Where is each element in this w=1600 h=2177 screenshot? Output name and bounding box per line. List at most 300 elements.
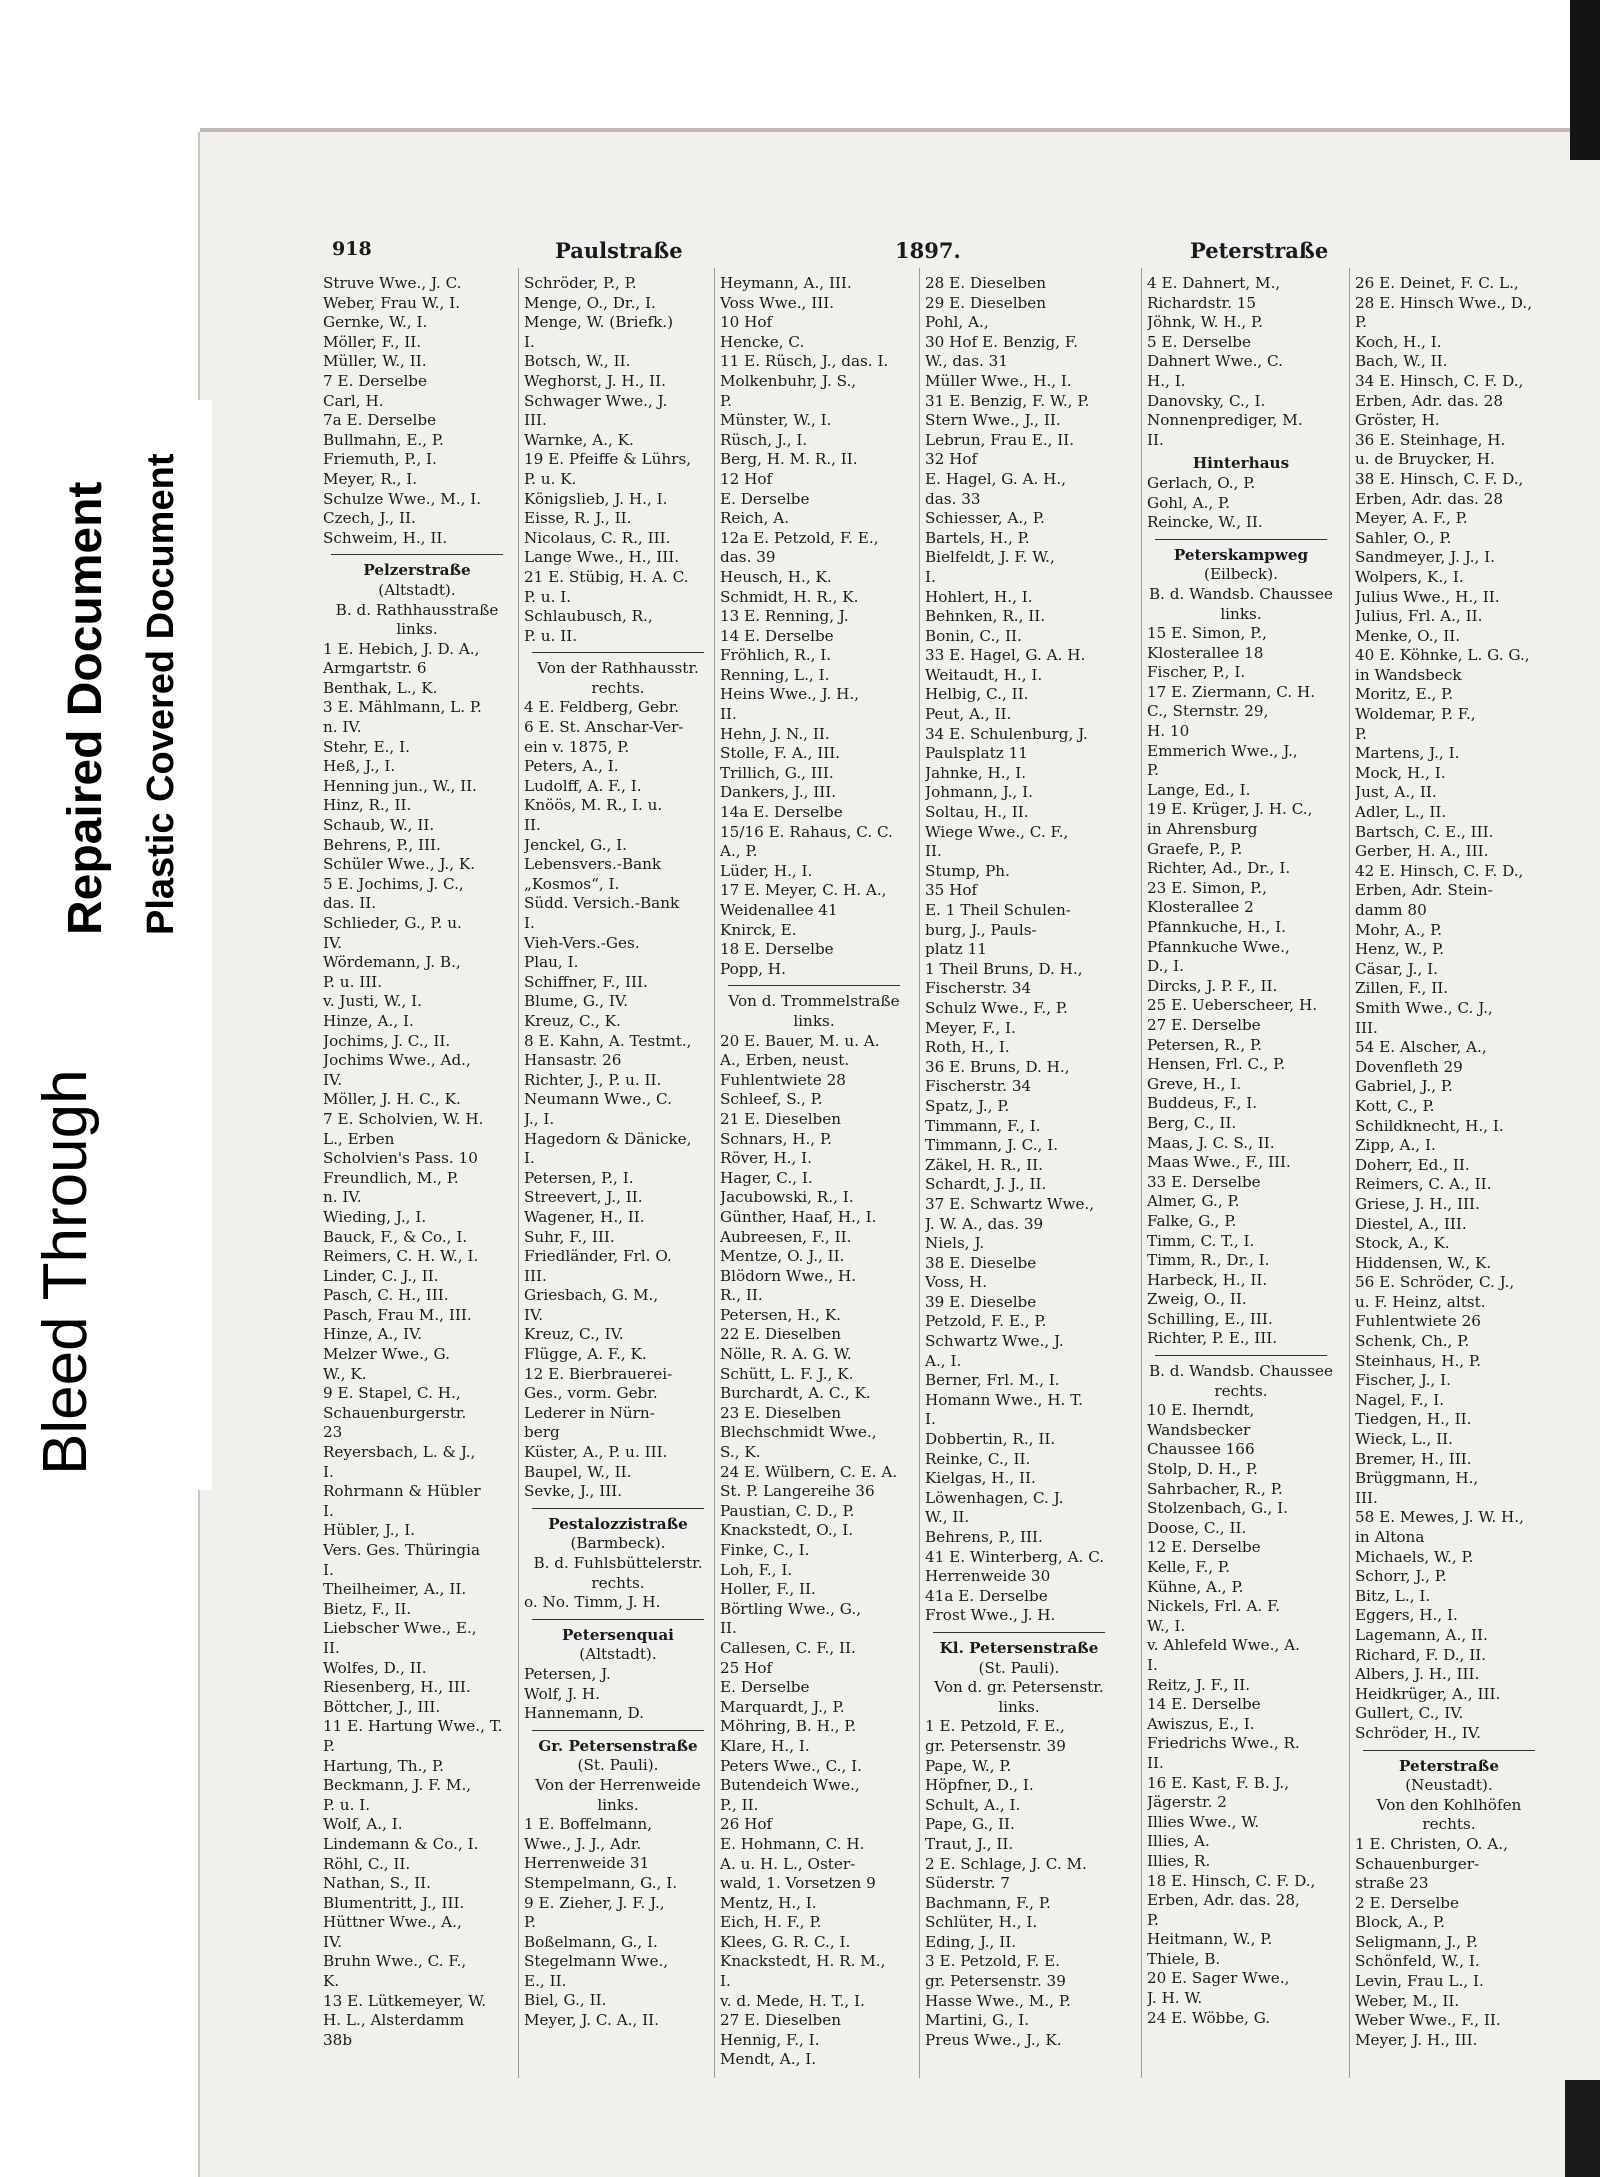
directory-entry: in Altona [1355, 1528, 1425, 1546]
directory-entry: Stolp, D. H., P. [1147, 1460, 1258, 1479]
directory-entry: Reinke, C., II. [925, 1449, 1031, 1468]
directory-entry: 33 E. Derselbe [1147, 1172, 1261, 1191]
directory-entry: Almer, G., P. [1147, 1192, 1240, 1211]
directory-entry: Michaels, W., P. [1355, 1547, 1474, 1566]
directory-entry: Hensen, Frl. C., P. [1147, 1055, 1286, 1074]
directory-entry: Hinze, A., IV. [323, 1325, 423, 1344]
directory-entry: Dahnert Wwe., C. [1147, 352, 1283, 371]
directory-entry: Knöös, M. R., I. u. [524, 796, 663, 815]
directory-entry: Zweig, O., II. [1147, 1290, 1247, 1309]
directory-entry: Müller, W., II. [323, 352, 427, 371]
directory-entry: R., II. [720, 1286, 763, 1305]
column-divider [518, 268, 519, 2078]
directory-entry: 15 E. Simon, P., [1147, 624, 1267, 643]
directory-entry: Friedländer, Frl. O. [524, 1247, 672, 1266]
section-rule [1363, 1750, 1535, 1751]
directory-entry: P. u. I. [323, 1795, 371, 1814]
directory-entry: Hiddensen, W., K. [1355, 1253, 1492, 1272]
directory-entry: Schiffner, F., III. [524, 972, 648, 991]
section-rule [728, 985, 900, 986]
directory-entry: J., I. [524, 1109, 555, 1128]
directory-entry: Timmann, F., I. [925, 1116, 1041, 1135]
directory-entry: Menge, W. (Briefk.) [524, 313, 674, 332]
directory-entry: Menke, O., II. [1355, 626, 1461, 645]
directory-entry: Reyersbach, L. & J., [323, 1443, 476, 1462]
directory-entry: Neumann Wwe., C. [524, 1090, 672, 1109]
directory-entry: Kott, C., P. [1355, 1096, 1435, 1115]
directory-entry: Callesen, C. F., II. [720, 1638, 856, 1657]
directory-entry: Smith Wwe., C. J., [1355, 998, 1493, 1017]
directory-entry: Börtling Wwe., G., [720, 1599, 862, 1618]
directory-entry: Helbig, C., II. [925, 685, 1029, 704]
directory-entry: Petersen, R., P. [1147, 1035, 1262, 1054]
directory-entry: Illies, A. [1147, 1832, 1210, 1851]
directory-entry: Petersen, P., I. [524, 1168, 634, 1187]
directory-entry: Blechschmidt Wwe., [720, 1423, 877, 1442]
directory-entry: Biel, G., II. [524, 1991, 607, 2010]
directory-entry: Freundlich, M., P. [323, 1168, 459, 1187]
directory-entry: Gerber, H. A., III. [1355, 842, 1489, 861]
directory-entry: Ludolff, A. F., I. [524, 776, 642, 795]
directory-entry: 23 E. Simon, P., [1147, 878, 1267, 897]
directory-entry: A., P. [720, 842, 758, 861]
directory-entry: 26 Hof [720, 1815, 773, 1834]
directory-entry: Berg, C., II. [1147, 1113, 1237, 1132]
directory-entry: Rohrmann & Hübler [323, 1482, 481, 1501]
street-heading: Peterskampweg [1173, 545, 1309, 564]
directory-entry: Kielgas, H., II. [925, 1469, 1036, 1488]
directory-entry: Wagener, H., II. [524, 1207, 645, 1226]
directory-entry: Klosterallee 18 [1147, 643, 1264, 662]
directory-entry: Jenckel, G., I. [524, 835, 627, 854]
directory-entry: Stock, A., K. [1355, 1234, 1450, 1253]
directory-entry: 17 E. Ziermann, C. H. [1147, 682, 1316, 701]
directory-entry: Holler, F., II. [720, 1580, 816, 1599]
directory-entry: C., Sternstr. 29, [1147, 702, 1269, 721]
directory-entry: A., Erben, neust. [720, 1051, 850, 1070]
directory-entry: 1 Theil Bruns, D. H., [925, 959, 1083, 978]
directory-entry: Bullmahn, E., P. [323, 430, 444, 449]
directory-entry: I. [524, 332, 535, 351]
directory-entry: Block, A., P. [1355, 1913, 1445, 1932]
directory-entry: Bremer, H., III. [1355, 1449, 1472, 1468]
directory-entry: I. [323, 1501, 334, 1520]
directory-entry: Kreuz, C., IV. [524, 1325, 624, 1344]
directory-entry: Johmann, J., I. [925, 783, 1033, 802]
directory-entry: Meyer, J. H., III. [1355, 2030, 1478, 2049]
directory-entry: 38 E. Hinsch, C. F. D., [1355, 469, 1524, 488]
directory-entry: Schwartz Wwe., J. [925, 1332, 1064, 1351]
directory-entry: Julius Wwe., H., II. [1355, 587, 1500, 606]
directory-entry: Wolpers, K., I. [1355, 567, 1464, 586]
directory-entry: 22 E. Dieselben [720, 1325, 842, 1344]
directory-entry: P. [1147, 1910, 1159, 1929]
directory-entry: I. [323, 1560, 334, 1579]
directory-column-6 [1355, 274, 1543, 2050]
section-subheading: (Eilbeck). [1204, 565, 1278, 584]
directory-entry: Röhl, C., II. [323, 1854, 411, 1873]
directory-entry: Stegelmann Wwe., [524, 1952, 669, 1971]
directory-entry: berg [524, 1423, 560, 1442]
directory-entry: Streevert, J., II. [524, 1188, 643, 1207]
directory-entry: I. [524, 1149, 535, 1168]
directory-entry: Bietz, F., II. [323, 1599, 412, 1618]
directory-entry: 4 E. Feldberg, Gebr. [524, 698, 680, 717]
directory-entry: Schildknecht, H., I. [1355, 1116, 1504, 1135]
directory-entry: Bielfeldt, J. F. W., [925, 548, 1055, 567]
directory-entry: Jacubowski, R., I. [720, 1188, 854, 1207]
directory-entry: Stern Wwe., J., II. [925, 411, 1061, 430]
directory-entry: Botsch, W., II. [524, 352, 631, 371]
directory-entry: Pasch, Frau M., III. [323, 1305, 472, 1324]
directory-entry: Suhr, F., III. [524, 1227, 615, 1246]
section-subheading: rechts. [1422, 1815, 1476, 1834]
directory-entry: u. de Bruycker, H. [1355, 450, 1495, 469]
directory-entry: Behrens, P., III. [323, 835, 441, 854]
directory-entry: 32 Hof [925, 450, 978, 469]
directory-entry: Maas Wwe., F., III. [1147, 1153, 1291, 1172]
directory-entry: 29 E. Dieselben [925, 293, 1047, 312]
directory-entry: Chaussee 166 [1147, 1440, 1255, 1459]
directory-entry: Kreuz, C., K. [524, 1011, 621, 1030]
directory-entry: Münster, W., I. [720, 411, 832, 430]
directory-entry: 13 E. Lütkemeyer, W. [323, 1991, 487, 2010]
section-subheading: Von d. gr. Petersenstr. [934, 1678, 1104, 1697]
directory-entry: Schorr, J., P. [1355, 1567, 1447, 1586]
directory-entry: P. u. III. [323, 972, 383, 991]
directory-entry: Weber, Frau W., I. [323, 293, 461, 312]
directory-entry: 16 E. Kast, F. B. J., [1147, 1773, 1290, 1792]
directory-entry: Weidenallee 41 [720, 901, 838, 919]
directory-entry: 27 E. Derselbe [1147, 1015, 1261, 1034]
section-rule [331, 554, 503, 555]
directory-entry: I. [720, 1972, 731, 1991]
directory-entry: Schröder, H., IV. [1355, 1723, 1481, 1742]
directory-entry: Preus Wwe., J., K. [925, 2030, 1062, 2049]
directory-entry: Bonin, C., II. [925, 626, 1022, 645]
directory-entry: Woldemar, P. F., [1355, 705, 1476, 724]
directory-entry: Wolf, A., I. [323, 1815, 403, 1834]
directory-entry: Hehn, J. N., II. [720, 724, 830, 743]
directory-entry: Lüder, H., I. [720, 861, 813, 880]
directory-entry: Melzer Wwe., G. [323, 1345, 450, 1364]
directory-entry: Schult, A., I. [925, 1795, 1021, 1814]
directory-entry: 1 E. Christen, O. A., [1355, 1834, 1508, 1853]
directory-entry: Pape, G., II. [925, 1815, 1015, 1834]
directory-entry: Bauck, F., & Co., I. [323, 1227, 468, 1246]
directory-entry: v. Ahlefeld Wwe., A. [1147, 1636, 1300, 1655]
scan-dark-corner-top [1570, 0, 1600, 160]
directory-entry: 28 E. Dieselben [925, 274, 1047, 292]
directory-entry: H., I. [1147, 371, 1186, 390]
directory-entry: Lange Wwe., H., III. [524, 548, 680, 567]
directory-entry: P., II. [720, 1795, 759, 1814]
directory-entry: Reimers, C. H. W., I. [323, 1247, 479, 1266]
directory-entry: Greve, H., I. [1147, 1074, 1242, 1093]
directory-entry: u. F. Heinz, altst. [1355, 1292, 1486, 1311]
directory-entry: Martens, J., I. [1355, 744, 1460, 763]
directory-entry: Thiele, B. [1147, 1949, 1221, 1968]
directory-entry: W., II. [925, 1508, 970, 1527]
directory-entry: Doose, C., II. [1147, 1518, 1247, 1537]
directory-entry: Schauenburgerstr. [323, 1403, 467, 1422]
directory-entry: Weitaudt, H., I. [925, 665, 1043, 684]
directory-entry: 21 E. Stübig, H. A. C. [524, 567, 689, 586]
directory-entry: III. [1355, 1018, 1378, 1037]
directory-entry: Adler, L., II. [1355, 803, 1447, 822]
directory-entry: Timmann, J. C., I. [925, 1136, 1059, 1155]
directory-entry: Schüler Wwe., J., K. [323, 855, 476, 874]
directory-entry: Peut, A., II. [925, 705, 1012, 724]
directory-entry: damm 80 [1355, 901, 1427, 919]
directory-entry: Plau, I. [524, 953, 579, 972]
directory-entry: Ges., vorm. Gebr. [524, 1384, 658, 1403]
directory-entry: das. II. [323, 894, 377, 913]
directory-entry: burg, J., Pauls- [925, 920, 1037, 939]
directory-entry: Schilling, E., III. [1147, 1309, 1273, 1328]
section-subheading: (Barmbeck). [570, 1534, 666, 1553]
directory-entry: 14a E. Derselbe [720, 803, 843, 822]
section-subheading: links. [396, 620, 438, 639]
directory-entry: Jöhnk, W. H., P. [1147, 313, 1263, 332]
directory-entry: Schönfeld, W., I. [1355, 1952, 1480, 1971]
directory-entry: II. [1147, 1753, 1164, 1772]
directory-entry: P. u. I. [524, 587, 572, 606]
directory-entry: K. [323, 1972, 340, 1991]
directory-entry: Behrens, P., III. [925, 1528, 1043, 1546]
directory-entry: Richard, F. D., II. [1355, 1645, 1487, 1664]
directory-entry: Pohl, A., [925, 313, 989, 332]
directory-column-1 [323, 274, 511, 2050]
directory-entry: Burchardt, A. C., K. [720, 1384, 871, 1403]
directory-entry: Pfannkuche Wwe., [1147, 937, 1290, 956]
directory-entry: Röver, H., I. [720, 1149, 812, 1168]
directory-entry: Weghorst, J. H., II. [524, 371, 666, 390]
directory-entry: II. [925, 842, 942, 861]
directory-entry: Schweim, H., II. [323, 528, 448, 547]
directory-entry: Paustian, C. D., P. [720, 1501, 855, 1520]
directory-entry: Brüggmann, H., [1355, 1469, 1479, 1488]
directory-entry: Roth, H., I. [925, 1038, 1010, 1057]
directory-column-3 [720, 274, 908, 2070]
directory-entry: Jochims Wwe., Ad., [323, 1051, 471, 1070]
running-head-right: Peterstraße [1190, 238, 1329, 263]
directory-entry: Spatz, J., P. [925, 1096, 1010, 1115]
directory-entry: Fröhlich, R., I. [720, 646, 832, 665]
section-subheading: B. d. Fuhlsbüttelerstr. [533, 1554, 703, 1572]
directory-entry: Fischerstr. 34 [925, 1077, 1032, 1096]
directory-entry: 11 E. Rüsch, J., das. I. [720, 352, 889, 371]
directory-entry: 38b [323, 2030, 353, 2049]
directory-entry: Mohr, A., P. [1355, 920, 1443, 939]
directory-entry: 12a E. Petzold, F. E., [720, 528, 879, 547]
directory-entry: Hinze, A., I. [323, 1011, 414, 1030]
directory-entry: Schulze Wwe., M., I. [323, 489, 482, 508]
section-subheading: B. d. Rathhausstraße [335, 600, 499, 619]
directory-entry: 24 E. Wülbern, C. E. A. [720, 1462, 898, 1481]
directory-entry: Reimers, C. A., II. [1355, 1175, 1492, 1194]
directory-entry: Meyer, R., I. [323, 469, 418, 488]
column-divider [919, 268, 920, 2078]
directory-entry: 9 E. Stapel, C. H., [323, 1384, 461, 1403]
directory-entry: 34 E. Schulenburg, J. [925, 724, 1088, 743]
column-divider [714, 268, 715, 2078]
directory-entry: Sevke, J., III. [524, 1482, 623, 1501]
directory-entry: Gullert, C., IV. [1355, 1704, 1464, 1723]
directory-entry: Menge, O., Dr., I. [524, 293, 656, 312]
directory-entry: S., K. [720, 1443, 761, 1462]
directory-entry: P. u. II. [524, 626, 578, 645]
directory-entry: Sahrbacher, R., P. [1147, 1479, 1283, 1498]
directory-entry: Behnken, R., II. [925, 607, 1046, 626]
directory-entry: Stempelmann, G., I. [524, 1873, 678, 1892]
directory-entry: Niels, J. [925, 1234, 985, 1253]
directory-entry: I. [925, 567, 936, 586]
directory-entry: Timm, R., Dr., I. [1147, 1251, 1270, 1270]
directory-entry: P. [524, 1913, 536, 1932]
directory-entry: Schenk, Ch., P. [1355, 1332, 1470, 1351]
directory-entry: 36 E. Steinhage, H. [1355, 430, 1506, 449]
directory-entry: Wieck, L., II. [1355, 1430, 1453, 1449]
street-heading: Petersenquai [562, 1625, 674, 1644]
directory-entry: Schmidt, H. R., K. [720, 587, 859, 606]
directory-entry: Eisse, R. J., II. [524, 509, 632, 528]
directory-entry: 1 E. Hebich, J. D. A., [323, 639, 480, 658]
directory-entry: Fischer, J., I. [1355, 1371, 1451, 1390]
directory-entry: 14 E. Derselbe [1147, 1695, 1261, 1714]
directory-entry: Sandmeyer, J. J., I. [1355, 548, 1495, 567]
directory-entry: Nathan, S., II. [323, 1874, 431, 1893]
directory-entry: Moritz, E., P. [1355, 685, 1454, 704]
directory-entry: 34 E. Hinsch, C. F. D., [1355, 371, 1524, 390]
directory-entry: Bartels, H., P. [925, 528, 1030, 547]
directory-entry: I. [1147, 1655, 1158, 1674]
directory-entry: Stolzenbach, G., I. [1147, 1499, 1288, 1518]
directory-entry: Richter, P. E., III. [1147, 1329, 1278, 1348]
directory-entry: Heins Wwe., J. H., [720, 685, 860, 704]
directory-entry: 18 E. Hinsch, C. F. D., [1147, 1871, 1316, 1890]
directory-entry: Armgartstr. 6 [323, 659, 427, 678]
directory-entry: Wiege Wwe., C. F., [925, 822, 1069, 841]
directory-entry: Traut, J., II. [925, 1834, 1014, 1853]
directory-entry: Schwager Wwe., J. [524, 391, 668, 410]
directory-entry: Lebensvers.-Bank [524, 855, 662, 874]
directory-entry: IV. [323, 933, 343, 952]
scan-dark-corner-bottom [1565, 2080, 1600, 2177]
directory-entry: W., K. [323, 1364, 367, 1383]
directory-entry: Falke, G., P. [1147, 1211, 1237, 1230]
directory-entry: 35 Hof [925, 881, 978, 900]
section-subheading: links. [998, 1697, 1040, 1716]
directory-entry: Hansastr. 26 [524, 1051, 622, 1070]
directory-entry: Lagemann, A., II. [1355, 1625, 1488, 1644]
section-subheading: links. [597, 1795, 639, 1814]
directory-entry: Beckmann, J. F. M., [323, 1776, 472, 1795]
directory-entry: H. L., Alsterdamm [323, 2011, 465, 2030]
section-subheading: rechts. [591, 678, 645, 697]
directory-entry: 38 E. Dieselbe [925, 1253, 1037, 1272]
directory-entry: P. [1147, 761, 1159, 780]
directory-entry: Weber Wwe., F., II. [1355, 2011, 1501, 2030]
directory-entry: 39 E. Dieselbe [925, 1292, 1037, 1311]
section-subheading: (Neustadt). [1405, 1776, 1493, 1795]
directory-entry: Warnke, A., K. [524, 430, 634, 449]
directory-entry: Schulz Wwe., F., P. [925, 998, 1068, 1017]
directory-entry: P. [1355, 313, 1367, 332]
directory-entry: II. [524, 816, 541, 835]
directory-entry: Müller Wwe., H., I. [925, 371, 1072, 390]
directory-entry: 1 E. Boffelmann, [524, 1815, 653, 1834]
directory-entry: 7 E. Scholvien, W. H. [323, 1109, 484, 1128]
directory-entry: Emmerich Wwe., J., [1147, 741, 1298, 760]
section-rule [532, 1619, 704, 1620]
directory-entry: gr. Petersenstr. 39 [925, 1972, 1066, 1991]
directory-entry: Fuhlentwiete 26 [1355, 1312, 1481, 1331]
directory-entry: IV. [323, 1070, 343, 1089]
directory-entry: Nicolaus, C. R., III. [524, 528, 671, 547]
directory-entry: Danovsky, C., I. [1147, 391, 1266, 410]
directory-entry: Rüsch, J., I. [720, 430, 808, 449]
directory-entry: P. [323, 1736, 335, 1755]
directory-entry: Möller, J. H. C., K. [323, 1090, 461, 1109]
column-divider [1141, 268, 1142, 2078]
directory-entry: Meyer, F., I. [925, 1018, 1016, 1037]
directory-entry: Gröster, H. [1355, 411, 1440, 430]
directory-entry: Zipp, A., I. [1355, 1136, 1436, 1155]
section-subheading: links. [793, 1011, 835, 1030]
directory-entry: Heymann, A., III. [720, 274, 852, 292]
directory-entry: 25 E. Ueberscheer, H. [1147, 996, 1318, 1015]
directory-entry: Schaub, W., II. [323, 816, 435, 835]
street-heading: Kl. Petersenstraße [939, 1638, 1099, 1657]
directory-entry: Albers, J. H., III. [1355, 1665, 1480, 1684]
directory-entry: Kelle, F., P. [1147, 1558, 1230, 1576]
directory-entry: Hencke, C. [720, 332, 805, 351]
directory-entry: Hartung, Th., P. [323, 1756, 444, 1775]
directory-entry: Mentz, H., I. [720, 1893, 817, 1912]
directory-entry: 17 E. Meyer, C. H. A., [720, 881, 887, 900]
directory-entry: Heusch, H., K. [720, 567, 832, 586]
directory-entry: Nagel, F., I. [1355, 1390, 1445, 1409]
directory-entry: Klare, H., I. [720, 1736, 810, 1755]
directory-entry: Diestel, A., III. [1355, 1214, 1467, 1233]
directory-entry: Paulsplatz 11 [925, 744, 1028, 763]
directory-entry: Fischerstr. 34 [925, 979, 1032, 998]
directory-entry: 18 E. Derselbe [720, 940, 834, 959]
directory-entry: Trillich, G., III. [720, 763, 834, 782]
directory-entry: Eggers, H., I. [1355, 1606, 1458, 1625]
directory-entry: 31 E. Benzig, F. W., P. [925, 391, 1090, 410]
directory-entry: 54 E. Alscher, A., [1355, 1038, 1487, 1057]
directory-entry: 13 E. Renning, J. [720, 607, 849, 626]
directory-entry: 5 E. Derselbe [1147, 332, 1252, 351]
directory-entry: Reich, A. [720, 509, 790, 528]
directory-entry: Czech, J., II. [323, 509, 416, 528]
directory-entry: Erben, Adr. Stein- [1355, 881, 1493, 900]
directory-entry: II. [720, 705, 737, 724]
section-rule [933, 1632, 1105, 1633]
directory-entry: Richter, J., P. u. II. [524, 1070, 662, 1089]
directory-entry: Bruhn Wwe., C. F., [323, 1952, 467, 1971]
directory-entry: Linder, C. J., II. [323, 1266, 439, 1285]
section-subheading: Von der Rathhausstr. [537, 659, 699, 678]
directory-entry: Berner, Frl. M., I. [925, 1371, 1060, 1390]
directory-entry: Möller, F., II. [323, 332, 422, 351]
directory-entry: 6 E. St. Anschar-Ver- [524, 718, 684, 737]
directory-entry: Schiesser, A., P. [925, 509, 1045, 528]
street-heading: Hinterhaus [1192, 454, 1290, 473]
directory-entry: 4 E. Dahnert, M., [1147, 274, 1281, 292]
